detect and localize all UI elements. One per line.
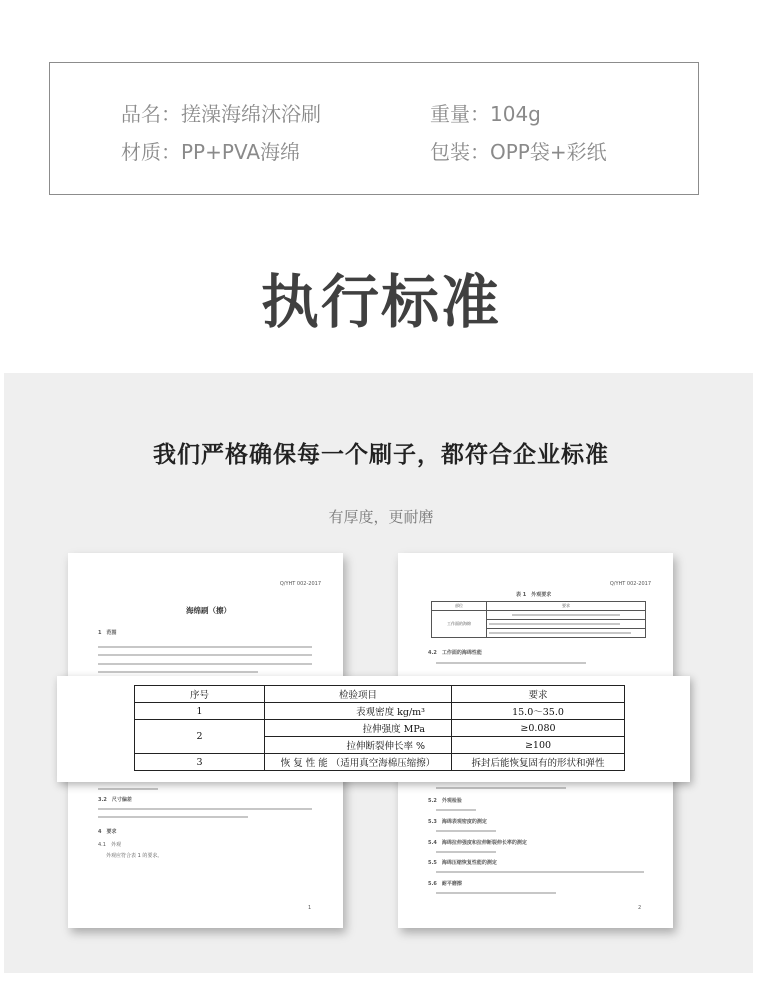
table-cell-requirement: 拆封后能恢复固有的形状和弹性 bbox=[452, 754, 625, 771]
table-cell-no: 1 bbox=[135, 703, 265, 720]
appearance-table bbox=[431, 601, 646, 638]
doc-section-appearance: 4.1 外观 bbox=[98, 842, 121, 848]
table-row bbox=[135, 754, 625, 771]
doc-text-line bbox=[98, 816, 248, 818]
product-material: 材质：PP+PVA海绵 bbox=[121, 140, 301, 164]
doc-title: 海绵刷（擦） bbox=[186, 606, 231, 615]
doc-appearance-text: 外观应符合表 1 的要求。 bbox=[106, 853, 163, 859]
doc-section-5-5: 5.5 海绵压缩恢复性能的测定 bbox=[428, 860, 497, 866]
doc-section-sponge-performance: 4.2 工作面的海绵性能 bbox=[428, 650, 482, 656]
table-header-cell: 检验项目 bbox=[265, 686, 452, 703]
doc-text-line bbox=[436, 787, 566, 789]
doc-page-number: 1 bbox=[308, 905, 312, 911]
product-name: 品名：搓澡海绵沐浴刷 bbox=[121, 102, 321, 126]
table-cell-requirement: ≥100 bbox=[452, 737, 625, 754]
table-row bbox=[135, 703, 625, 720]
table-cell bbox=[487, 620, 646, 629]
doc-text-line bbox=[98, 671, 258, 673]
product-weight: 重量：104g bbox=[430, 102, 541, 126]
table-cell bbox=[487, 629, 646, 638]
requirements-table-card bbox=[57, 676, 690, 782]
doc-section-size-tolerance: 3.2 尺寸偏差 bbox=[98, 797, 132, 803]
doc-table-title: 表 1 外观要求 bbox=[516, 592, 552, 598]
table-header-cell: 部位 bbox=[432, 602, 487, 611]
doc-text-line bbox=[436, 662, 586, 664]
doc-header-code: Q/YHT 002-2017 bbox=[609, 581, 651, 587]
table-cell-item: 恢 复 性 能 （适用真空海棉压缩擦） bbox=[265, 754, 452, 771]
doc-text-line bbox=[436, 830, 496, 832]
table-header-row bbox=[135, 686, 625, 703]
doc-section-scope: 1 范围 bbox=[98, 630, 117, 636]
doc-header-code: Q/YHT 002-2017 bbox=[279, 581, 321, 587]
product-packaging: 包装：OPP袋+彩纸 bbox=[430, 140, 607, 164]
doc-text-line bbox=[98, 788, 158, 790]
table-cell-item: 拉伸断裂伸长率 % bbox=[265, 737, 452, 754]
table-cell-no: 2 bbox=[135, 720, 265, 754]
table-cell: 工作面的海绵 bbox=[432, 611, 487, 638]
table-row bbox=[432, 611, 646, 620]
standards-subline: 有厚度，更耐磨 bbox=[328, 508, 434, 526]
doc-text-line bbox=[98, 808, 312, 810]
product-info-box bbox=[49, 62, 699, 195]
table-row bbox=[432, 602, 646, 611]
doc-section-5-4: 5.4 海绵拉伸强度和拉伸断裂伸长率的测定 bbox=[428, 840, 527, 846]
doc-text-line bbox=[436, 892, 556, 894]
doc-section-5-3: 5.3 海绵表观密度的测定 bbox=[428, 819, 487, 825]
doc-section-requirements: 4 要求 bbox=[98, 829, 117, 835]
doc-text-line bbox=[98, 646, 312, 648]
table-header-cell: 要求 bbox=[487, 602, 646, 611]
table-cell-item: 拉伸强度 MPa bbox=[265, 720, 452, 737]
doc-text-line bbox=[98, 654, 312, 656]
doc-text-line bbox=[436, 809, 476, 811]
table-row bbox=[135, 720, 625, 737]
table-header-cell: 要求 bbox=[452, 686, 625, 703]
table-cell-no: 3 bbox=[135, 754, 265, 771]
requirements-table bbox=[134, 685, 625, 771]
table-header-cell: 序号 bbox=[135, 686, 265, 703]
table-cell bbox=[487, 611, 646, 620]
doc-text-line bbox=[436, 871, 644, 873]
doc-text-line bbox=[436, 851, 496, 853]
standards-headline: 我们严格确保每一个刷子，都符合企业标准 bbox=[153, 442, 609, 468]
section-title: 执行标准 bbox=[260, 268, 501, 336]
table-cell-requirement: ≥0.080 bbox=[452, 720, 625, 737]
doc-text-line bbox=[98, 663, 312, 665]
table-cell-item: 表观密度 kg/m³ bbox=[265, 703, 452, 720]
doc-page-number: 2 bbox=[638, 905, 642, 911]
doc-section-5-2: 5.2 外观检验 bbox=[428, 798, 462, 804]
table-cell-requirement: 15.0～35.0 bbox=[452, 703, 625, 720]
doc-section-5-6: 5.6 耐平磨擦 bbox=[428, 881, 462, 887]
